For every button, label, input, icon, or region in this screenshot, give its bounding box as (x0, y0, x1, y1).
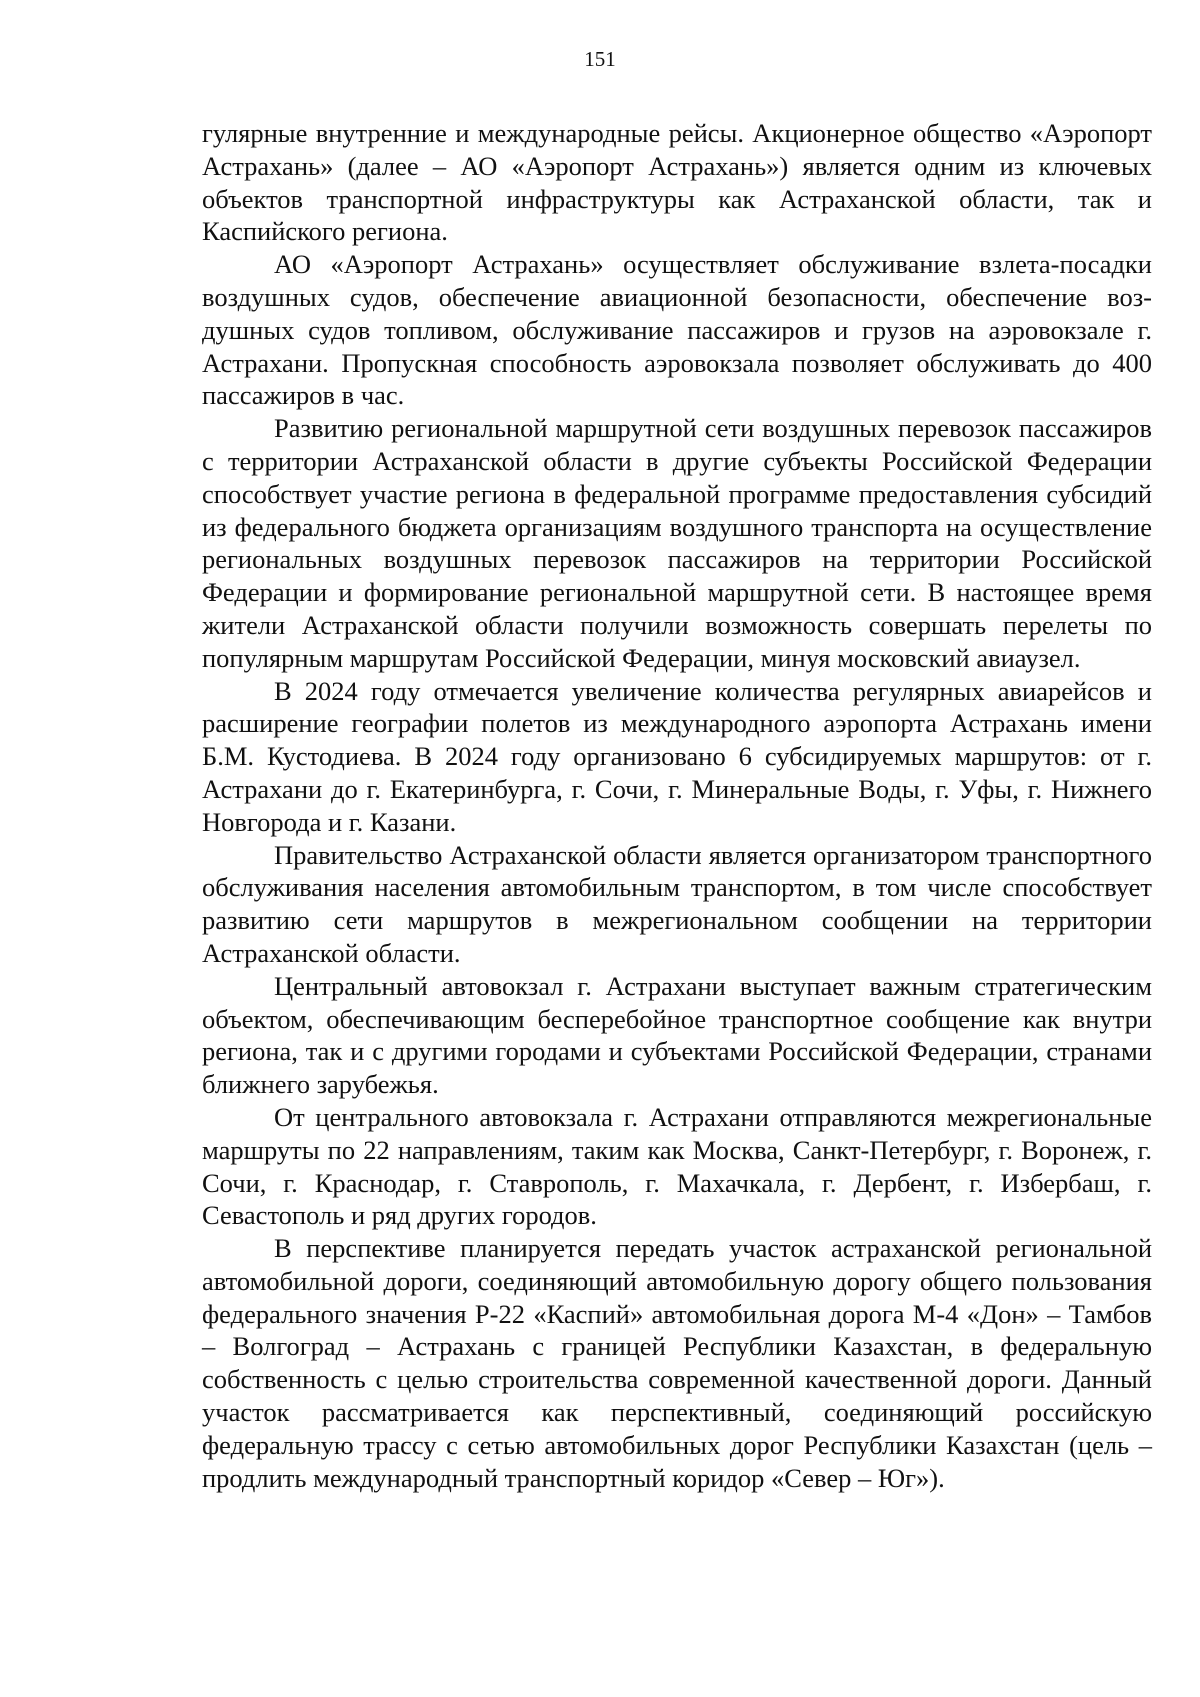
paragraph-interregional-routes: От центрального автовокзала г. Астрахани отправляются межрегиональные маршруты по 22 направлениям, таким как Москва, Санкт-Петербург, г. Воронеж, г. Сочи, г. Краснодар, г. Ставрополь, г. Махачкала, г. Дербент, г. Избербаш, г. Севастополь и ряд других городов. (202, 1101, 1152, 1231)
paragraph-road-transport: Правительство Астраханской области является организатором транспортного обслуживания населения автомобильным транспортом, в том числе способствует развитию сети маршрутов в межрегиональном сообщении на территории Астраханской области. (202, 839, 1152, 968)
paragraph-regional-air-network: Развитию региональной маршрутной сети воздушных перевозок пассажиров с территории Астраханской области в другие субъекты Российской Федерации способствует участие региона в федеральной программе предоставления субсидий из федерального бюджета организациям воздушного транспорта на осуществление региональных воздушных перевозок пассажиров на территории Российской Федерации и формирование региональной маршрутной сети. В настоящее время жители Астраханской области получили возможность совершать перелеты по популярным маршрутам Российской Федерации, минуя московский авиаузел. (202, 413, 1152, 673)
paragraph-airport-services: АО «Аэропорт Астрахань» осуществляет обслуживание взлета-посадки воздушных судов, обеспечение авиационной безопасности, обеспечение воздушных судов топливом, обслуживание пассажиров и грузов на аэровокзале г. Астрахани. Пропускная способность аэровокзала позволяет обслуживать до 400 пассажиров в час. (202, 249, 1152, 411)
paragraph-road-transfer: В перспективе планируется передать участок астраханской региональной автомобильной дороги, соединяющий автомобильную дорогу общего пользования федерального значения Р-22 «Каспий» автомобильная дорога М-4 «Дон» – Тамбов – Волгоград – Астрахань с границей Республики Казахстан, в федеральную собственность с целью строительства современной качественной дороги. Данный участок рассматривается как перспективный, соединяющий российскую федеральную трассу с сетью автомобильных дорог Республики Казахстан (цель – продлить международный транспортный коридор «Север – Юг»). (202, 1233, 1152, 1493)
paragraph-continuation: гулярные внутренние и международные рейсы. Акционерное общество «Аэропорт Астрахань» (далее – АО «Аэропорт Астрахань») является одним из ключевых объектов транспортной инфраструктуры как Астраханской области, так и Каспийского региона. (202, 118, 1152, 247)
paragraph-2024-flights: В 2024 году отмечается увеличение количества регулярных авиарейсов и расширение географии полетов из международного аэропорта Астрахань имени Б.М. Кустодиева. В 2024 году организовано 6 субсидируемых маршрутов: от г. Астрахани до г. Екатеринбурга, г. Сочи, г. Минеральные Воды, г. Уфы, г. Нижнего Новгорода и г. Казани. (202, 675, 1152, 837)
paragraph-bus-station: Центральный автовокзал г. Астрахани выступает важным стратегическим объектом, обеспечивающим бесперебойное транспортное сообщение как внутри региона, так и с другими городами и субъектами Российской Федерации, странами ближнего зарубежья. (202, 970, 1152, 1100)
page-number: 151 (584, 47, 616, 71)
document-body (202, 117, 1152, 1494)
